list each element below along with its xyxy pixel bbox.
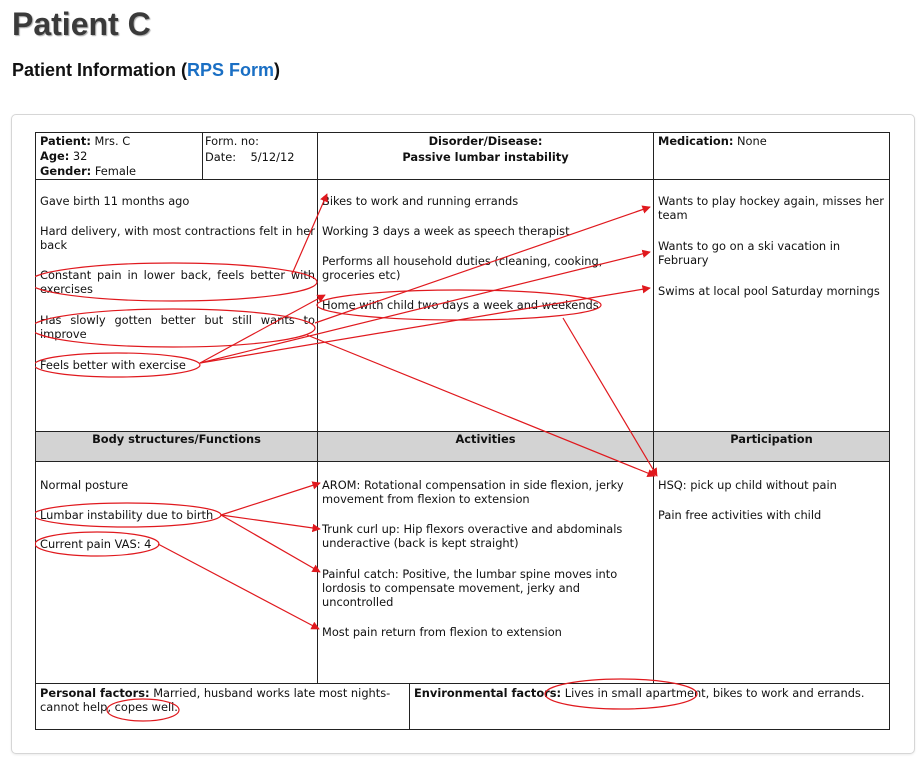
col2-item: Home with child two days a week and weekends [322, 298, 599, 312]
environmental-label: Environmental factors: [414, 686, 562, 700]
disorder-value: Passive lumbar instability [402, 150, 569, 164]
col1-item: Hard delivery, with most contractions felt in her back [40, 224, 315, 252]
col1-item: Has slowly gotten better but still wants to improve [40, 313, 315, 341]
activity-item: Most pain return from flexion to extension [322, 625, 562, 639]
patient-value: Mrs. C [90, 134, 131, 148]
patient-line [40, 134, 130, 148]
col1-item: Feels better with exercise [40, 358, 186, 372]
date-text: Date: 5/12/12 [205, 150, 295, 164]
medication-value: None [733, 134, 767, 148]
col2-item: Bikes to work and running errands [322, 194, 519, 208]
rps-form-link[interactable]: RPS Form [187, 60, 275, 80]
body-item: Current pain VAS: 4 [40, 537, 152, 551]
col2-item: Working 3 days a week as speech therapist [322, 224, 570, 238]
activity-item: Trunk curl up: Hip flexors overactive and abdominals underactive (back is kept straight) [322, 522, 623, 550]
participation-cell [653, 461, 890, 684]
subtitle-suffix: ) [274, 60, 281, 80]
participation-item: Pain free activities with child [658, 508, 822, 522]
medication-label: Medication: [658, 134, 734, 148]
personal-label: Personal factors: [40, 686, 150, 700]
body-item: Normal posture [40, 478, 129, 492]
body-item: Lumbar instability due to birth [40, 508, 214, 522]
disorder-label: Disorder/Disease: [428, 134, 543, 148]
formno-label: Form. no: [205, 134, 259, 148]
col1-item: Gave birth 11 months ago [40, 194, 190, 208]
col2-item: Performs all household duties (cleaning, cooking, groceries etc) [322, 254, 603, 282]
activity-item: Painful catch: Positive, the lumbar spine moves into lordosis to compensate movement, jerky and uncontrolled [322, 567, 618, 609]
gender-value: Female [91, 164, 137, 178]
col3-item: Wants to go on a ski vacation in February [658, 239, 841, 267]
environmental-factors [414, 686, 864, 700]
personal-value: Married, husband works late most nights- cannot help, copes well. [40, 686, 391, 714]
col3-item: Swims at local pool Saturday mornings [658, 284, 880, 298]
col3-item: Wants to play hockey again, misses her team [658, 194, 884, 222]
age-value: 32 [69, 149, 88, 163]
activity-item: AROM: Rotational compensation in side flexion, jerky movement from flexion to extension [322, 478, 624, 506]
header-activities: Activities [455, 432, 516, 446]
page-subtitle [12, 60, 280, 81]
personal-factors [40, 686, 395, 714]
subtitle-prefix: Patient Information ( [12, 60, 187, 80]
header-body-structures: Body structures/Functions [92, 432, 261, 446]
participation-item: HSQ: pick up child without pain [658, 478, 837, 492]
environmental-value: Lives in small apartment, bikes to work and errands. [561, 686, 865, 700]
age-line [40, 149, 87, 163]
page-title: Patient C [12, 6, 151, 42]
header-participation: Participation [730, 432, 813, 446]
gender-label: Gender: [40, 164, 92, 178]
age-label: Age: [40, 149, 70, 163]
medication-line [658, 134, 767, 148]
col1-item: Constant pain in lower back, feels better with exercises [40, 268, 315, 296]
gender-line [40, 164, 136, 178]
col1-cell [35, 179, 318, 432]
patient-label: Patient: [40, 134, 91, 148]
rps-form [35, 132, 890, 730]
body-cell [35, 461, 318, 684]
